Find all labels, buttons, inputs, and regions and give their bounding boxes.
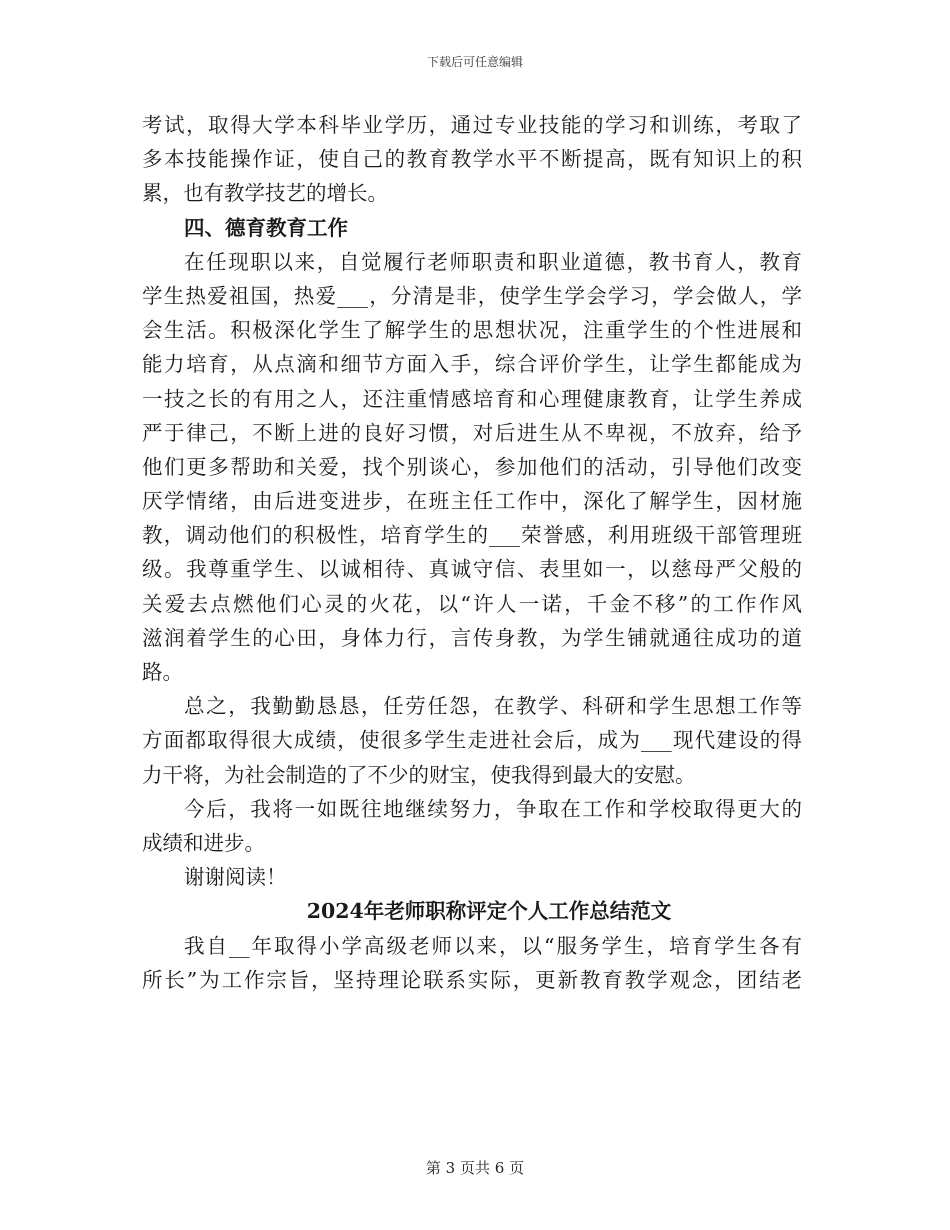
- text-line: 关爱去点燃他们心灵的火花，以“许人一诺，千金不移”的工作作风: [142, 591, 802, 616]
- text-line: 教，调动他们的积极性，培育学生的___荣誉感，利用班级干部管理班: [142, 523, 802, 548]
- document-body: [142, 108, 802, 997]
- text-line: 会生活。积极深化学生了解学生的思想状况，注重学生的个性进展和: [142, 318, 802, 343]
- text-line: 级。我尊重学生、以诚相待、真诚守信、表里如一，以慈母严父般的: [142, 557, 802, 582]
- page-header: 下载后可任意编辑: [426, 55, 523, 69]
- text-line: 我自__年取得小学高级老师以来，以“服务学生，培育学生各有: [184, 933, 802, 958]
- text-line: 滋润着学生的心田，身体力行，言传身教，为学生铺就通往成功的道: [142, 625, 802, 650]
- text-line: 多本技能操作证，使自己的教育教学水平不断提高，既有知识上的积: [142, 147, 802, 172]
- article-title: 2024年老师职称评定个人工作总结范文: [306, 899, 672, 924]
- text-line: 厌学情绪，由后进变进步，在班主任工作中，深化了解学生，因材施: [142, 489, 802, 514]
- page-footer: 第 3 页共 6 页: [425, 1159, 525, 1177]
- text-line: 考试，取得大学本科毕业学历，通过专业技能的学习和训练，考取了: [142, 113, 802, 137]
- text-line: 总之，我勤勤恳恳，任劳任怨，在教学、科研和学生思想工作等: [184, 694, 802, 719]
- text-line: 谢谢阅读！: [184, 865, 287, 890]
- section-heading: 四、德育教育工作: [184, 215, 348, 240]
- text-line: 所长”为工作宗旨，坚持理论联系实际，更新教育教学观念，团结老: [142, 967, 802, 992]
- text-line: 严于律己，不断上进的良好习惯，对后进生从不卑视，不放弃，给予: [142, 420, 802, 445]
- text-line: 一技之长的有用之人，还注重情感培育和心理健康教育，让学生养成: [142, 386, 802, 411]
- text-line: 今后，我将一如既往地继续努力，争取在工作和学校取得更大的: [184, 796, 802, 821]
- text-line: 力干将，为社会制造的了不少的财宝，使我得到最大的安慰。: [142, 762, 696, 787]
- text-line: 学生热爱祖国，热爱___，分清是非，使学生学会学习，学会做人，学: [142, 283, 802, 308]
- text-line: 路。: [142, 660, 183, 684]
- text-line: 累，也有教学技艺的增长。: [142, 181, 388, 206]
- text-line: 能力培育，从点滴和细节方面入手，综合评价学生，让学生都能成为: [142, 352, 802, 377]
- text-line: 他们更多帮助和关爱，找个别谈心，参加他们的活动，引导他们改变: [142, 454, 802, 479]
- text-line: 成绩和进步。: [142, 830, 265, 855]
- text-line: 方面都取得很大成绩，使很多学生走进社会后，成为___现代建设的得: [142, 728, 802, 753]
- text-line: 在任现职以来，自觉履行老师职责和职业道德，教书育人，教育: [184, 249, 802, 274]
